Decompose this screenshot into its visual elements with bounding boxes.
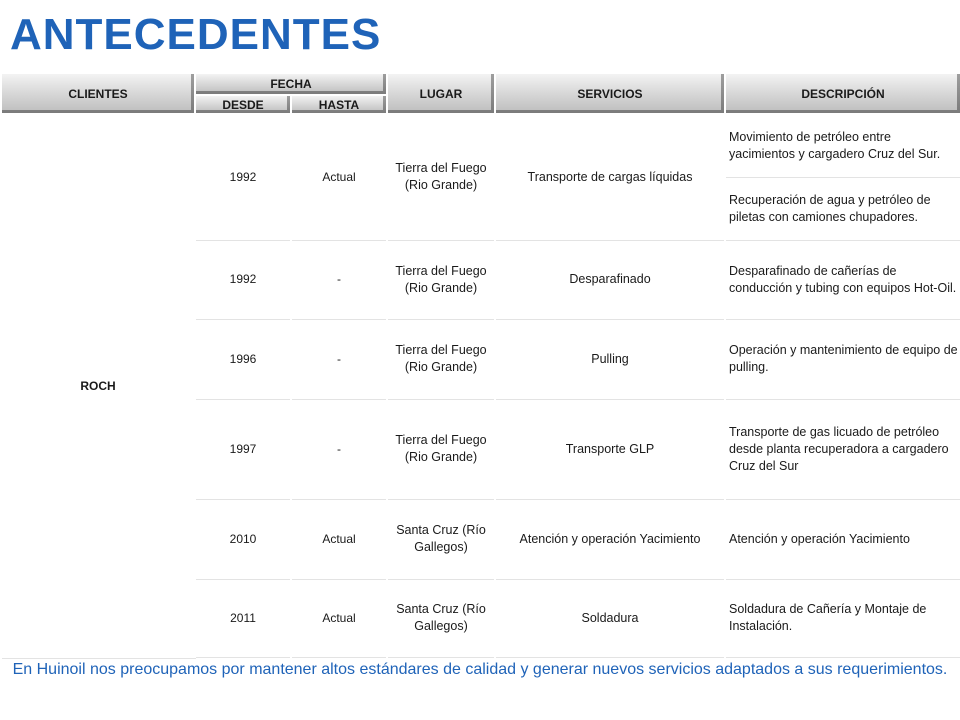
lugar-cell: Tierra del Fuego (Rio Grande) xyxy=(387,319,495,399)
header-hasta: HASTA xyxy=(291,95,387,114)
header-lugar: LUGAR xyxy=(387,73,495,114)
desde-cell: 1992 xyxy=(195,240,291,319)
hasta-cell: - xyxy=(291,319,387,399)
table-body xyxy=(1,114,960,658)
desde-cell: 1996 xyxy=(195,319,291,399)
hasta-cell: Actual xyxy=(291,499,387,579)
page-title: ANTECEDENTES xyxy=(10,10,382,59)
descripcion-cell: Movimiento de petróleo entre yacimientos y cargadero Cruz del Sur. xyxy=(725,114,960,177)
desde-cell: 2010 xyxy=(195,499,291,579)
header-servicios: SERVICIOS xyxy=(495,73,725,114)
lugar-cell: Tierra del Fuego (Rio Grande) xyxy=(387,114,495,240)
desde-cell: 1997 xyxy=(195,399,291,499)
descripcion-cell: Recuperación de agua y petróleo de piletas con camiones chupadores. xyxy=(725,177,960,240)
desde-cell: 1992 xyxy=(195,114,291,240)
descripcion-cell: Transporte de gas licuado de petróleo desde planta recuperadora a cargadero Cruz del Sur xyxy=(725,399,960,499)
client-cell: ROCH xyxy=(1,114,195,658)
servicio-cell: Pulling xyxy=(495,319,725,399)
descripcion-cell: Desparafinado de cañerías de conducción y tubing con equipos Hot-Oil. xyxy=(725,240,960,319)
header-descripcion: DESCRIPCIÓN xyxy=(725,73,960,114)
antecedentes-table xyxy=(0,72,960,659)
hasta-cell: - xyxy=(291,399,387,499)
header-desde: DESDE xyxy=(195,95,291,114)
descripcion-cell: Atención y operación Yacimiento xyxy=(725,499,960,579)
servicio-cell: Atención y operación Yacimiento xyxy=(495,499,725,579)
table-header xyxy=(1,73,960,114)
hasta-cell: Actual xyxy=(291,114,387,240)
hasta-cell: - xyxy=(291,240,387,319)
lugar-cell: Santa Cruz (Río Gallegos) xyxy=(387,499,495,579)
table xyxy=(0,72,960,659)
lugar-cell: Santa Cruz (Río Gallegos) xyxy=(387,579,495,657)
descripcion-cell: Operación y mantenimiento de equipo de pulling. xyxy=(725,319,960,399)
footer-statement: En Huinoil nos preocupamos por mantener altos estándares de calidad y generar nuevos servicios adaptados a sus requerimientos. xyxy=(12,661,948,678)
header-fecha: FECHA xyxy=(195,73,387,95)
desde-cell: 2011 xyxy=(195,579,291,657)
hasta-cell: Actual xyxy=(291,579,387,657)
descripcion-cell: Soldadura de Cañería y Montaje de Instalación. xyxy=(725,579,960,657)
lugar-cell: Tierra del Fuego (Rio Grande) xyxy=(387,240,495,319)
lugar-cell: Tierra del Fuego (Rio Grande) xyxy=(387,399,495,499)
servicio-cell: Transporte de cargas líquidas xyxy=(495,114,725,240)
servicio-cell: Soldadura xyxy=(495,579,725,657)
table-row xyxy=(1,114,960,177)
header-clientes: CLIENTES xyxy=(1,73,195,114)
servicio-cell: Desparafinado xyxy=(495,240,725,319)
servicio-cell: Transporte GLP xyxy=(495,399,725,499)
